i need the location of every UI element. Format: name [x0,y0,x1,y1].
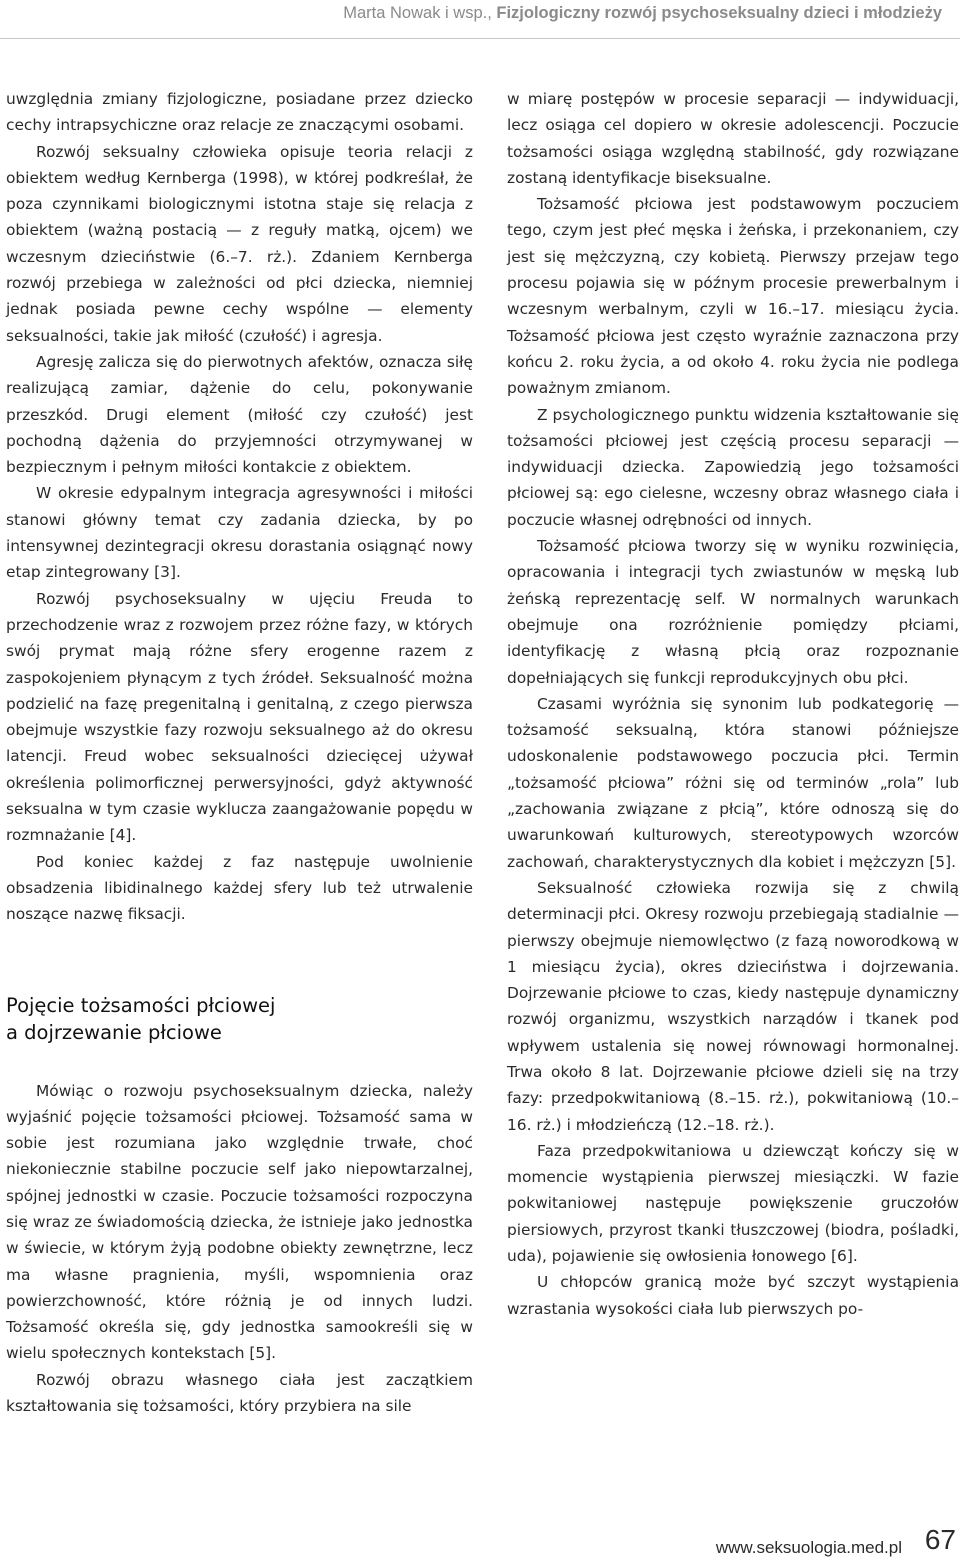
running-head-title: Fizjologiczny rozwój psychoseksualny dzieci i młodzieży [496,4,942,22]
left-column [6,86,473,1419]
paragraph: Mówiąc o rozwoju psychoseksualnym dziecka, należy wyjaśnić pojęcie tożsamości płciowej. Tożsamość sama w sobie jest rozumiana jako względnie trwałe, choć niekoniecznie stabilne poczucie self jako niepowtarzalnej, spójnej jednostki w czasie. Poczucie tożsamości rozpoczyna się wraz ze świadomością dziecka, że istnieje jako jednostka w świecie, w którym żyją podobne obiekty zewnętrzne, lecz ma własne pragnienia, myśli, wspomnienia oraz powierzchowność, które różnią je od innych ludzi. Tożsamość określa się, gdy jednostka samookreśli się w wielu społecznych kontekstach [5]. [6,1081,473,1363]
running-head-separator: , [487,4,497,22]
paragraph: uwzględnia zmiany fizjologiczne, posiadane przez dziecko cechy intrapsychiczne oraz relacje ze znaczącymi osobami. [6,90,473,135]
paragraph: Tożsamość płciowa jest podstawowym poczuciem tego, czym jest płeć męska i żeńska, i przekonaniem, czy jest się mężczyzną, czy kobietą. Pierwszy przejaw tego procesu pojawia się w późnym procesie prewerbalnym i wczesnym werbalnym, czyli w 16.–17. miesiącu życia. Tożsamość płciowa jest często wyraźnie zaznaczona przy końcu 2. roku życia, a od około 4. roku życia nie podlega poważnym zmianom. [507,195,959,398]
header-rule [0,38,960,39]
paragraph: Czasami wyróżnia się synonim lub podkategorię — tożsamość seksualną, która stanowi późniejsze udoskonalenie podstawowego poczucia płci. Termin „tożsamość płciowa” różni się od terminów „rola” lub „zachowania związane z płcią”, które odnoszą się do uwarunkowań kulturowych, stereotypowych wzorców zachowań, charakterystycznych dla kobiet i mężczyzn [5]. [507,694,959,871]
footer-url[interactable]: www.seksuologia.med.pl [715,1538,902,1557]
section-heading [6,992,473,1046]
section-heading-line-1: Pojęcie tożsamości płciowej [6,993,276,1017]
page-number: 67 [924,1524,956,1555]
paragraph: Rozwój psychoseksualny w ujęciu Freuda to przechodzenie wraz z rozwojem przez różne fazy, w których swój prymat mają różne sfery erogenne razem z zaspokojeniem płynącym z tych źródeł. Seksualność można podzielić na fazę pregenitalną i genitalną, z czego pierwsza obejmuje wszystkie fazy rozwoju seksualnego aż do okresu latencji. Freud wobec seksualności dziecięcej używał określenia polimorficznej perwersyjności, gdyż aktywność seksualna w tym czasie wyklucza zaangażowanie popędu w rozmnażanie [4]. [6,589,473,845]
paragraph: w miarę postępów w procesie separacji — indywiduacji, lecz osiąga cel dopiero w okresie adolescencji. Poczucie tożsamości osiąga względną stabilność, gdy rozwiązane zostaną identyfikacje biseksualne. [507,90,959,187]
paragraph: Agresję zalicza się do pierwotnych afektów, oznacza siłę realizującą zamiar, dążenie do celu, pokonywanie przeszkód. Drugi element (miłość czy czułość) jest pochodną dążenia do przyjemności otrzymywanej w bezpiecznym i pełnym miłości kontakcie z obiektem. [6,352,473,477]
paragraph: W okresie edypalnym integracja agresywności i miłości stanowi główny temat czy zadania dziecka, by po intensywnej dezintegracji okresu dorastania osiągnąć nowy etap zintegrowany [3]. [6,484,473,582]
right-column [507,86,959,1322]
paragraph: U chłopców granicą może być szczyt wystąpienia wzrastania wysokości ciała lub pierwszych po- [507,1273,959,1318]
paragraph: Faza przedpokwitaniowa u dziewcząt kończy się w momencie wystąpienia pierwszej miesiączki. W fazie pokwitaniowej następuje powiększenie gruczołów piersiowych, przyrost tkanki tłuszczowej (biodra, pośladki, uda), pojawienie się owłosienia łonowego [6]. [507,1141,959,1266]
paragraph: Tożsamość płciowa tworzy się w wyniku rozwinięcia, opracowania i integracji tych zwiastunów w męską lub żeńską reprezentację self. W normalnych warunkach obejmuje ona rozróżnienie pomiędzy płciami, identyfikację z własną płcią oraz rozpoznanie dopełniających się funkcji reprodukcyjnych obu płci. [507,537,959,687]
section-heading-line-2: a dojrzewanie płciowe [6,1020,222,1044]
running-head [343,4,942,23]
paragraph: Z psychologicznego punktu widzenia kształtowanie się tożsamości płciowej jest częścią procesu separacji — indywiduacji dziecka. Zapowiedzią jego tożsamości płciowej są: ego cielesne, wczesny obraz własnego ciała i poczucie własnej odrębności od innych. [507,405,959,529]
paragraph: Rozwój seksualny człowieka opisuje teoria relacji z obiektem według Kernberga (1998), w której podkreślał, że poza czynnikami biologicznymi istotna staje się relacja z obiektem (ważną postacią — z reguły matką, ojcem) we wczesnym dzieciństwie (6.–7. rż.). Zdaniem Kernberga rozwój przebiega w zależności od płci dziecka, niemniej jednak posiada pewne cechy wspólne — elementy seksualności, takie jak miłość (czułość) i agresja. [6,142,473,345]
paragraph: Pod koniec każdej z faz następuje uwolnienie obsadzenia libidinalnego każdej sfery lub też utrwalenie noszące nazwę fiksacji. [6,852,473,924]
paragraph: Seksualność człowieka rozwija się z chwilą determinacji płci. Okresy rozwoju przebiegają stadialnie — pierwszy obejmuje niemowlęctwo (z fazą noworodkową w 1 miesiącu życia), okres dzieciństwa i dojrzewania. Dojrzewanie płciowe to czas, kiedy następuje dynamiczny rozwój organizmu, wszystkich narządów i tkanek pod wpływem ustalenia się nowej równowagi hormonalnej. Trwa około 8 lat. Dojrzewanie płciowe dzieli się na trzy fazy: przedpokwitaniową (8.–15. rż.), pokwitaniową (10.–16. rż.) i młodzieńczą (12.–18. rż.). [507,878,959,1134]
running-head-authors: Marta Nowak i wsp. [343,4,488,22]
paragraph: Rozwój obrazu własnego ciała jest zaczątkiem kształtowania się tożsamości, który przybiera na sile [6,1370,473,1416]
